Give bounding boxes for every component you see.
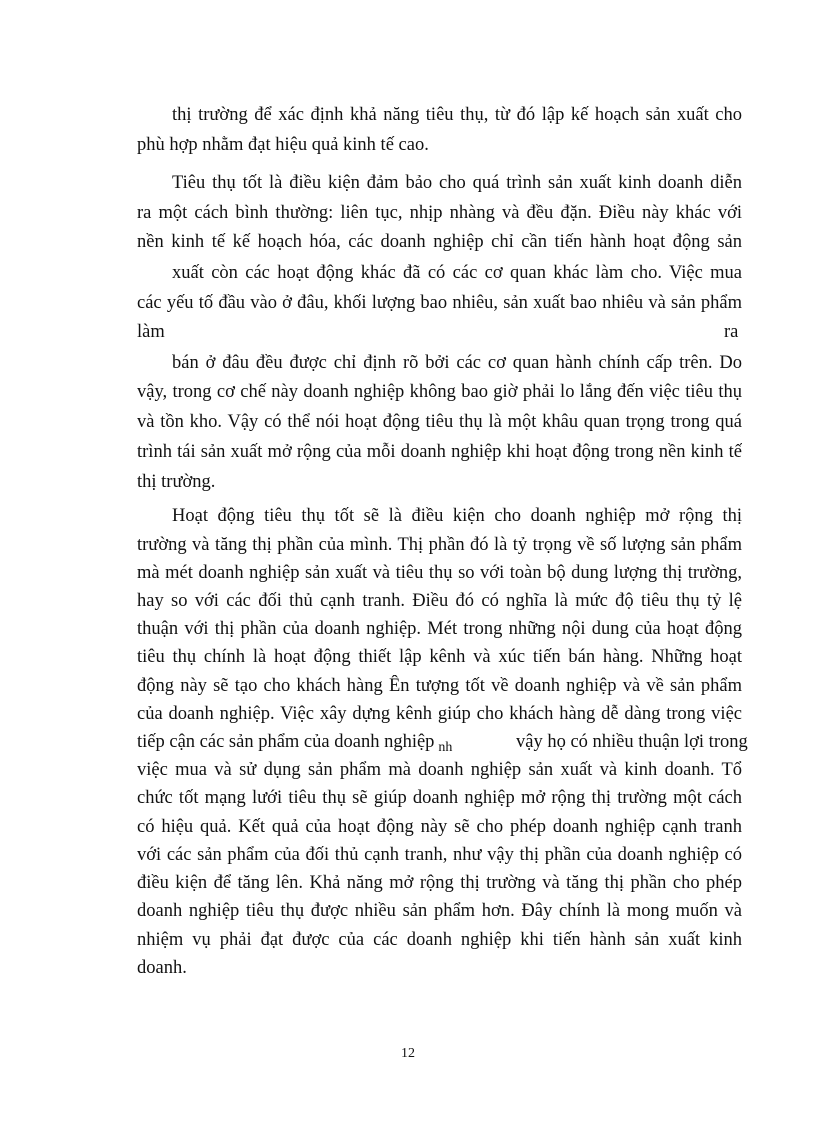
text-line: thị trường để xác định khả năng tiêu thụ, từ đó lập kế hoạch sản xuất cho (172, 105, 742, 125)
text-line: thị trường. (137, 472, 216, 492)
text-fragment: vậy họ có nhiều thuận lợi trong (516, 732, 748, 752)
text-line: phù hợp nhằm đạt hiệu quả kinh tế cao. (137, 135, 429, 155)
text-line: doanh nghiệp tiêu thụ được nhiều sản phẩm hơn. Đây chính là mong muốn và (137, 901, 742, 921)
text-line: doanh. (137, 958, 187, 978)
text-line: với các sản phẩm của đối thủ cạnh tranh, như vậy thị phần của doanh nghiệp có (137, 845, 742, 865)
text-line: điều kiện để tăng lên. Khả năng mở rộng thị trường và tăng thị phần cho phép (137, 873, 742, 893)
text-line: xuất còn các hoạt động khác đã có các cơ quan khác làm cho. Việc mua (172, 263, 742, 283)
text-line: hay so với các đối thủ cạnh tranh. Điều đó có nghĩa là mức độ tiêu thụ tỷ lệ (137, 591, 742, 611)
text-line: vậy, trong cơ chế này doanh nghiệp không bao giờ phải lo lắng đến việc tiêu thụ (137, 382, 742, 402)
text-line: và tồn kho. Vậy có thể nói hoạt động tiêu thụ là một khâu quan trọng trong quá (137, 412, 742, 432)
text-fragment: nh (438, 740, 453, 755)
text-line: nền kinh tế kế hoạch hóa, các doanh nghiệp chỉ cần tiến hành hoạt động sản (137, 232, 742, 252)
text-line: động này sẽ tạo cho khách hàng Ên tượng tốt về doanh nghiệp và về sản phẩm (137, 676, 742, 696)
text-line: tiêu thụ chính là hoạt động thiết lập kênh và xúc tiến bán hàng. Những hoạt (137, 647, 742, 667)
text-line: của doanh nghiệp. Việc xây dựng kênh giúp cho khách hàng dễ dàng trong việc (137, 704, 742, 724)
page-number: 12 (401, 1046, 415, 1061)
text-line: Hoạt động tiêu thụ tốt sẽ là điều kiện cho doanh nghiệp mở rộng thị (172, 506, 742, 526)
text-line: các yếu tố đầu vào ở đâu, khối lượng bao nhiêu, sản xuất bao nhiêu và sản phẩm (137, 293, 742, 313)
text-line: việc mua và sử dụng sản phẩm mà doanh nghiệp sản xuất và kinh doanh. Tổ (137, 760, 742, 780)
text-line: bán ở đâu đều được chỉ định rõ bởi các cơ quan hành chính cấp trên. Do (172, 353, 742, 373)
text-line: Tiêu thụ tốt là điều kiện đảm bảo cho quá trình sản xuất kinh doanh diễn (172, 173, 742, 193)
text-line: ra một cách bình thường: liên tục, nhịp nhàng và đều đặn. Điều này khác với (137, 203, 742, 223)
text-line-split (137, 731, 456, 755)
text-fragment: tiếp cận các sản phẩm của doanh nghiệp (137, 732, 435, 752)
text-line: mà mét doanh nghiệp sản xuất và tiêu thụ so với toàn bộ dung lượng thị trường, (137, 563, 742, 583)
text-line: trường và tăng thị phần của mình. Thị phần đó là tỷ trọng về số lượng sản phẩm (137, 535, 742, 555)
text-line: thuận với thị phần của doanh nghiệp. Mét trong những nội dung của hoạt động (137, 619, 742, 639)
text-line: làm (137, 322, 165, 342)
text-line: có hiệu quả. Kết quả của hoạt động này sẽ cho phép doanh nghiệp cạnh tranh (137, 817, 742, 837)
text-line: chức tốt mạng lưới tiêu thụ sẽ giúp doanh nghiệp mở rộng thị trường một cách (137, 788, 742, 808)
text-line: trình tái sản xuất mở rộng của mỗi doanh nghiệp khi hoạt động trong nền kinh tế (137, 442, 742, 462)
text-line: ra (724, 322, 739, 342)
text-line: nhiệm vụ phải đạt được của các doanh nghiệp khi tiến hành sản xuất kinh (137, 930, 742, 950)
